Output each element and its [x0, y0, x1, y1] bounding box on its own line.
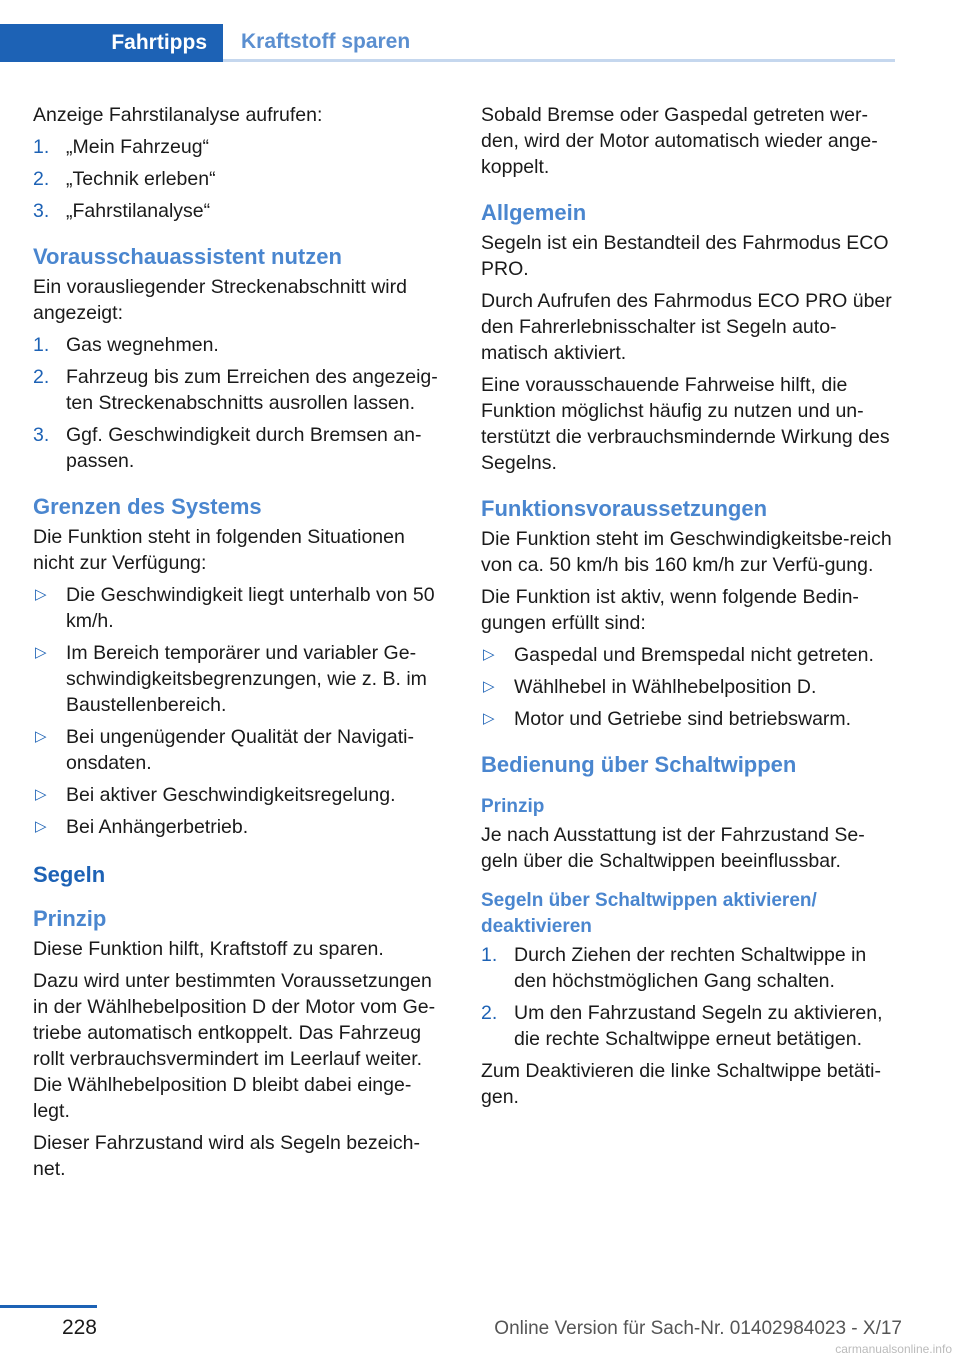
list-item: ▷ Bei Anhängerbetrieb.: [35, 816, 249, 838]
step-number: 3.: [33, 200, 50, 222]
text-vorausschau: Ein vorausliegender Streckenabschnitt wird angezeigt:: [33, 276, 407, 324]
triangle-bullet-icon: ▷: [483, 678, 495, 695]
bullets-funktion: [481, 642, 896, 732]
left-column: [33, 102, 448, 1188]
page-number: 228: [61, 1316, 97, 1339]
step-number: 1.: [33, 334, 50, 356]
bullets-grenzen: [33, 582, 448, 840]
list-item: 1. Durch Ziehen der rechten Schaltwippe in den höchstmöglichen Gang schalten.: [481, 944, 867, 992]
heading-grenzen: Grenzen des Systems: [33, 494, 262, 519]
list-item: 1. „Mein Fahrzeug“: [33, 136, 210, 158]
heading-funktionsvoraussetzungen: Funktionsvoraussetzungen: [481, 496, 768, 521]
triangle-bullet-icon: ▷: [35, 586, 47, 603]
list-item: 2. Fahrzeug bis zum Erreichen des angezeig-ten Streckenabschnitts ausrollen lassen.: [33, 366, 438, 414]
step-number: 1.: [481, 944, 498, 966]
steps-fahrstilanalyse: [33, 134, 448, 224]
step-number: 1.: [33, 136, 50, 158]
text-allgemein-2: Durch Aufrufen des Fahrmodus ECO PRO über den Fahrerlebnisschalter ist Segeln auto-matisch aktiviert.: [481, 290, 892, 364]
text-funktion-2: Die Funktion ist aktiv, wenn folgende Bedin-gungen erfüllt sind:: [481, 586, 859, 634]
triangle-bullet-icon: ▷: [35, 728, 47, 745]
text-funktion-1: Die Funktion steht im Geschwindigkeitsbe-reich von ca. 50 km/h bis 160 km/h zur Verfü-gung.: [481, 528, 892, 576]
triangle-bullet-icon: ▷: [35, 818, 47, 835]
text-allgemein-3: Eine vorausschauende Fahrweise hilft, die Funktion möglichst häufig zu nutzen und un-terstützt die verbrauchsmindernde Wirkung des Segelns.: [481, 374, 890, 474]
step-number: 2.: [33, 366, 50, 388]
right-column: [481, 102, 896, 1116]
text-prinzip-2: Dazu wird unter bestimmten Voraussetzungen in der Wählhebelposition D der Motor vom Ge-triebe automatisch entkoppelt. Das Fahrzeug rollt verbrauchsvermindert im Leerlauf weiter. Die Wählhebelposition D bleibt dabei einge-legt.: [33, 970, 436, 1122]
heading-vorausschau: Vorausschauassistent nutzen: [33, 244, 342, 269]
triangle-bullet-icon: ▷: [35, 786, 47, 803]
list-item: ▷ Bei aktiver Geschwindigkeitsregelung.: [35, 784, 396, 806]
heading-prinzip: Prinzip: [33, 906, 107, 931]
list-item: ▷ Bei ungenügender Qualität der Navigati-onsdaten.: [35, 726, 414, 774]
list-item: 1. Gas wegnehmen.: [33, 334, 219, 356]
footer-rule: [0, 1305, 97, 1308]
chapter-tab-fahrtipps[interactable]: Fahrtipps: [0, 24, 223, 62]
section-tab-kraftstoff-sparen[interactable]: Kraftstoff sparen: [223, 24, 895, 62]
intro-text: Anzeige Fahrstilanalyse aufrufen:: [33, 104, 323, 126]
triangle-bullet-icon: ▷: [35, 644, 47, 661]
triangle-bullet-icon: ▷: [483, 710, 495, 727]
steps-vorausschau: [33, 332, 448, 474]
list-item: 3. Ggf. Geschwindigkeit durch Bremsen an-passen.: [33, 424, 422, 472]
watermark-logo: carmanualsonline.info: [835, 1342, 952, 1356]
text-deaktivieren: Zum Deaktivieren die linke Schaltwippe betäti-gen.: [481, 1060, 881, 1108]
heading-aktivieren: Segeln über Schaltwippen aktivieren/ deaktivieren: [481, 890, 817, 937]
list-item: 2. „Technik erleben“: [33, 168, 216, 190]
heading-prinzip-right: Prinzip: [481, 796, 545, 817]
text-prinzip-right: Je nach Ausstattung ist der Fahrzustand Se-geln über die Schaltwippen beeinflussbar.: [481, 824, 865, 872]
step-number: 3.: [33, 424, 50, 446]
steps-aktivieren: [481, 942, 896, 1052]
list-item: ▷ Wählhebel in Wählhebelposition D.: [483, 676, 817, 698]
online-version-note: Online Version für Sach-Nr. 01402984023 - X/17: [494, 1318, 902, 1339]
text-prinzip-1: Diese Funktion hilft, Kraftstoff zu sparen.: [33, 938, 384, 960]
list-item: 3. „Fahrstilanalyse“: [33, 200, 211, 222]
heading-segeln: Segeln: [33, 862, 106, 887]
heading-bedienung: Bedienung über Schaltwippen: [481, 752, 797, 777]
list-item: ▷ Im Bereich temporärer und variabler Ge-schwindigkeitsbegrenzungen, wie z. B. im Baustellenbereich.: [35, 642, 427, 716]
heading-allgemein: Allgemein: [481, 200, 587, 225]
list-item: 2. Um den Fahrzustand Segeln zu aktivieren, die rechte Schaltwippe erneut betätigen.: [481, 1002, 883, 1050]
chapter-header: [0, 24, 895, 62]
list-item: ▷ Gaspedal und Bremspedal nicht getreten.: [483, 644, 874, 666]
text-allgemein-1: Segeln ist ein Bestandteil des Fahrmodus ECO PRO.: [481, 232, 889, 280]
step-number: 2.: [481, 1002, 498, 1024]
text-sobald: Sobald Bremse oder Gaspedal getreten wer-den, wird der Motor automatisch wieder ange-koppelt.: [481, 104, 878, 178]
list-item: ▷ Motor und Getriebe sind betriebswarm.: [483, 708, 852, 730]
list-item: ▷ Die Geschwindigkeit liegt unterhalb von 50 km/h.: [35, 584, 435, 632]
text-prinzip-3: Dieser Fahrzustand wird als Segeln bezeich-net.: [33, 1132, 420, 1180]
text-grenzen: Die Funktion steht in folgenden Situationen nicht zur Verfügung:: [33, 526, 405, 574]
step-number: 2.: [33, 168, 50, 190]
triangle-bullet-icon: ▷: [483, 646, 495, 663]
